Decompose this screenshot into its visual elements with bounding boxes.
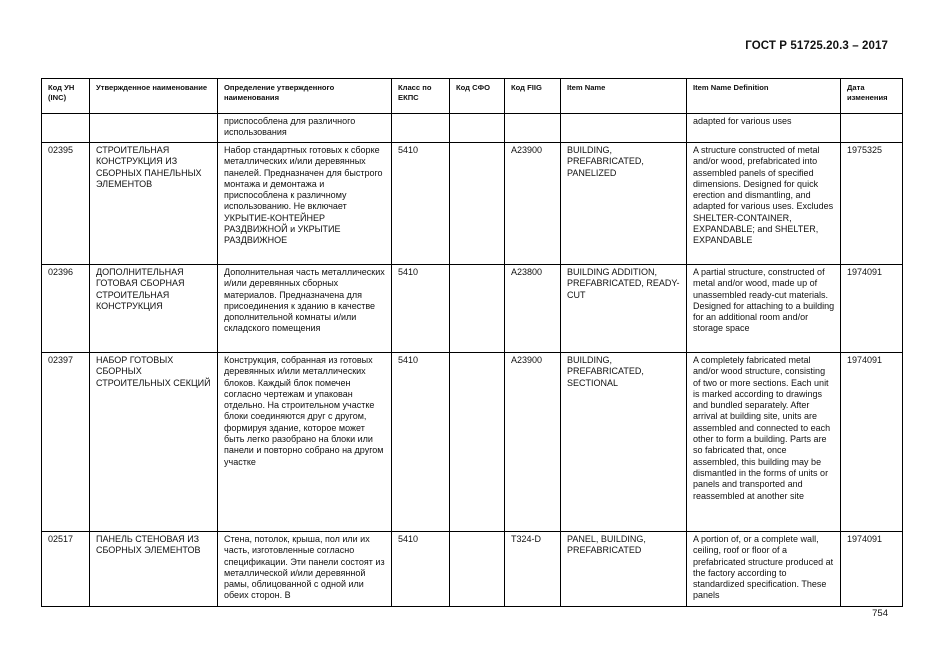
page-number: 754 — [872, 608, 888, 619]
cell-sfo — [450, 265, 505, 353]
cell-code: 02396 — [42, 265, 90, 353]
table-header-row — [42, 79, 903, 114]
cell-name: НАБОР ГОТОВЫХ СБОРНЫХ СТРОИТЕЛЬНЫХ СЕКЦИЙ — [90, 353, 218, 532]
cell-sfo — [450, 532, 505, 607]
cell-code: 02397 — [42, 353, 90, 532]
table-row — [42, 353, 903, 532]
cell-code — [42, 114, 90, 143]
cell-name: ДОПОЛНИТЕЛЬНАЯ ГОТОВАЯ СБОРНАЯ СТРОИТЕЛЬНАЯ КОНСТРУКЦИЯ — [90, 265, 218, 353]
cell-item-def: A completely fabricated metal and/or wood structure, consisting of two or more sections. Each unit is marked according to drawings and bundled separately. After arrival at building site, units are assembled and connected to each other to form a building. Parts are so fabricated that, once assembled, this building may be dismantled in the forms of units or panels and transported and reassembled at another site — [687, 353, 841, 532]
cell-fiig: T324-D — [505, 532, 561, 607]
cell-code: 02395 — [42, 143, 90, 265]
cell-class: 5410 — [392, 265, 450, 353]
header-sfo: Код СФО — [450, 79, 505, 114]
cell-item-name: PANEL, BUILDING, PREFABRICATED — [561, 532, 687, 607]
table-row — [42, 265, 903, 353]
header-item-def: Item Name Definition — [687, 79, 841, 114]
cell-class — [392, 114, 450, 143]
cell-definition: Набор стандартных готовых к сборке металлических и/или деревянных панелей. Предназначен для быстрого монтажа и демонтажа и приспособлена к различному использованию. Не включает УКРЫТИЕ-КОНТЕЙНЕР РАЗДВИЖНОЙ и УКРЫТИЕ РАЗДВИЖНОЕ — [218, 143, 392, 265]
cell-date: 1974091 — [841, 532, 903, 607]
cell-date: 1974091 — [841, 265, 903, 353]
table-row — [42, 143, 903, 265]
header-date: Дата изменения — [841, 79, 903, 114]
classification-table — [41, 78, 903, 607]
cell-name: СТРОИТЕЛЬНАЯ КОНСТРУКЦИЯ ИЗ СБОРНЫХ ПАНЕЛЬНЫХ ЭЛЕМЕНТОВ — [90, 143, 218, 265]
cell-item-name: BUILDING, PREFABRICATED, SECTIONAL — [561, 353, 687, 532]
cell-sfo — [450, 143, 505, 265]
cell-item-def: A partial structure, constructed of metal and/or wood, made up of unassembled ready-cut materials. Designed for attaching to a building for an additional room and/or storage space — [687, 265, 841, 353]
cell-date: 1974091 — [841, 353, 903, 532]
cell-sfo — [450, 114, 505, 143]
cell-class: 5410 — [392, 532, 450, 607]
cell-class: 5410 — [392, 353, 450, 532]
cell-item-name — [561, 114, 687, 143]
cell-name: ПАНЕЛЬ СТЕНОВАЯ ИЗ СБОРНЫХ ЭЛЕМЕНТОВ — [90, 532, 218, 607]
cell-item-name: BUILDING ADDITION, PREFABRICATED, READY-CUT — [561, 265, 687, 353]
cell-date — [841, 114, 903, 143]
cell-name — [90, 114, 218, 143]
cell-item-def: A structure constructed of metal and/or wood, prefabricated into assembled panels of specified dimensions. Designed for quick erection and dismantling, and adapted for various uses. Excludes SHELTER-CONTAINER, EXPANDABLE; and SHELTER, EXPANDABLE — [687, 143, 841, 265]
cell-definition: Конструкция, собранная из готовых деревянных и/или металлических блоков. Каждый блок помечен согласно чертежам и упакован отдельно. На строительном участке блоки соединяются друг с другом, формируя здание, которое может быть легко разобрано на блоки или панели и повторно собрано на другом участке — [218, 353, 392, 532]
header-fiig: Код FIIG — [505, 79, 561, 114]
cell-definition: приспособлена для различного использования — [218, 114, 392, 143]
cell-item-def: adapted for various uses — [687, 114, 841, 143]
cell-code: 02517 — [42, 532, 90, 607]
cell-date: 1975325 — [841, 143, 903, 265]
cell-definition: Стена, потолок, крыша, пол или их часть, изготовленные согласно спецификации. Эти панели состоят из металлической и/или деревянной рамы, облицованной с одной или обеих сторон. В — [218, 532, 392, 607]
cell-sfo — [450, 353, 505, 532]
cell-fiig — [505, 114, 561, 143]
header-code: Код УН (INC) — [42, 79, 90, 114]
header-item-name: Item Name — [561, 79, 687, 114]
cell-item-name: BUILDING, PREFABRICATED, PANELIZED — [561, 143, 687, 265]
header-name: Утвержденное наименование — [90, 79, 218, 114]
cell-fiig: A23900 — [505, 353, 561, 532]
header-class: Класс по ЕКПС — [392, 79, 450, 114]
header-definition: Определение утвержденного наименования — [218, 79, 392, 114]
cell-class: 5410 — [392, 143, 450, 265]
cell-fiig: A23800 — [505, 265, 561, 353]
document-code: ГОСТ Р 51725.20.3 – 2017 — [745, 40, 888, 52]
cell-item-def: A portion of, or a complete wall, ceiling, roof or floor of a prefabricated structure produced at the factory according to standardized specification. These panels — [687, 532, 841, 607]
cell-definition: Дополнительная часть металлических и/или деревянных сборных материалов. Предназначена для присоединения к зданию в качестве дополнительной комнаты и/или складского помещения — [218, 265, 392, 353]
table-row — [42, 114, 903, 143]
cell-fiig: A23900 — [505, 143, 561, 265]
table-row — [42, 532, 903, 607]
